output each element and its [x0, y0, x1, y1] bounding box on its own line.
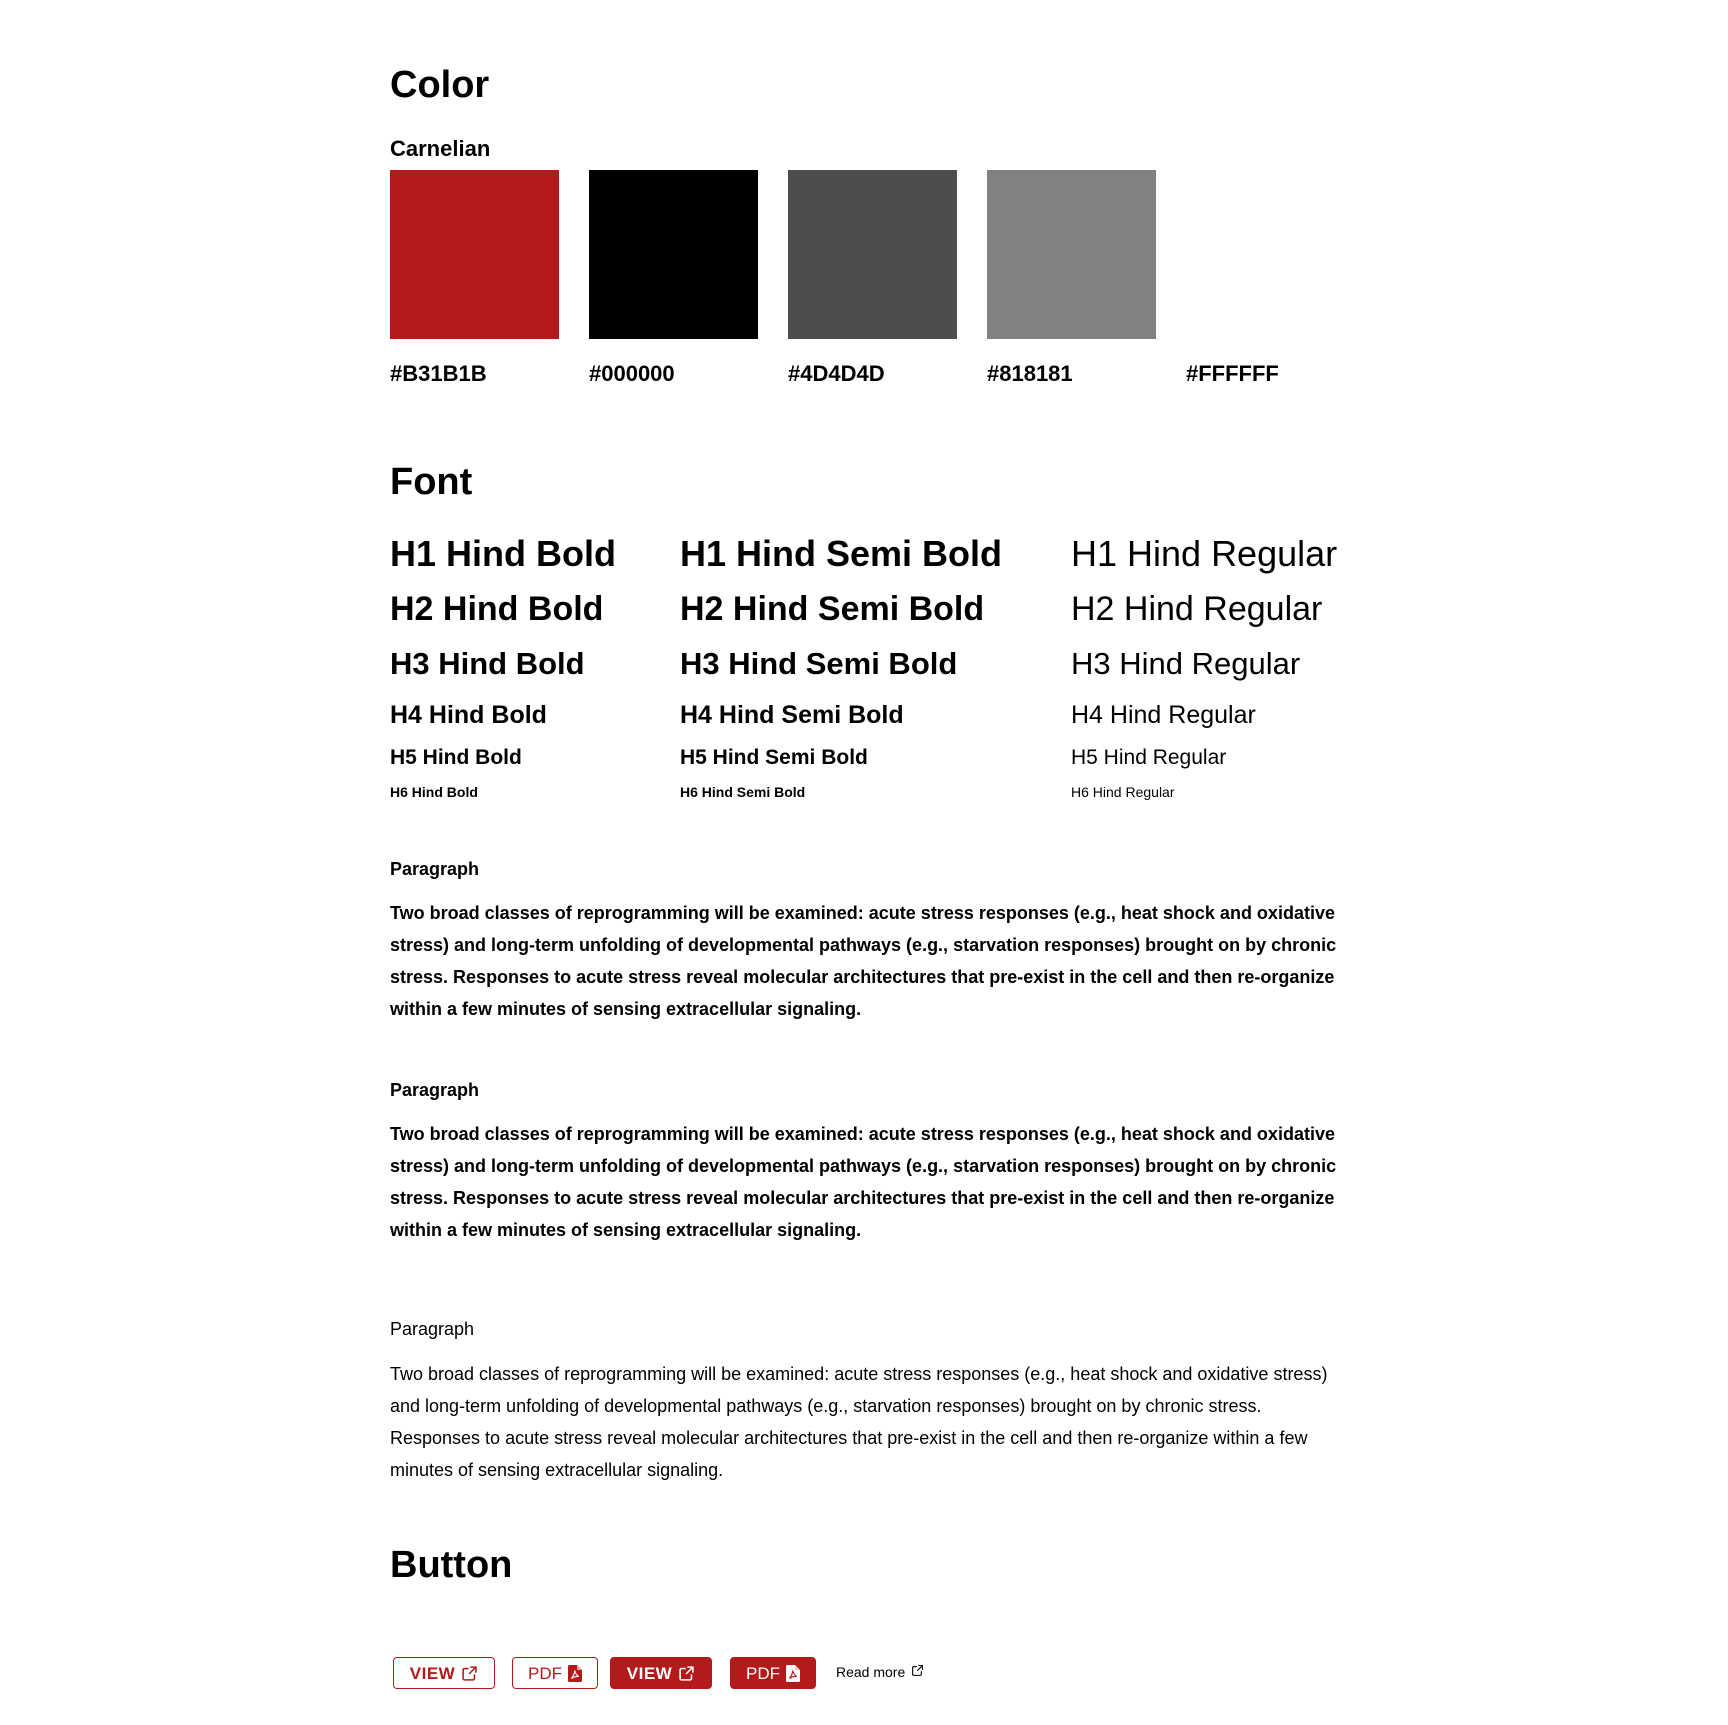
- view-button-outline[interactable]: [393, 1657, 495, 1689]
- color-section-title: Color: [390, 64, 490, 106]
- sample-h2-regular: H2 Hind Regular: [1071, 590, 1323, 628]
- hex-label-white: #FFFFFF: [1186, 361, 1279, 386]
- external-link-icon: [461, 1665, 478, 1682]
- view-button-solid[interactable]: [610, 1657, 712, 1689]
- external-link-icon: [678, 1665, 695, 1682]
- sample-h1-semibold: H1 Hind Semi Bold: [680, 533, 1003, 574]
- font-column-bold: [390, 0, 730, 820]
- paragraph-semibold: Two broad classes of reprogramming will be examined: acute stress responses (e.g., heat shock and oxidative stress) and long-term unfolding of developmental pathways (e.g., starvation responses) brought on by chronic stress. Responses to acute stress reveal molecular architectures that pre-exist in the cell and then re-organize within a few minutes of sensing extracellular signaling.: [390, 1124, 1337, 1240]
- sample-h5-semibold: H5 Hind Semi Bold: [680, 746, 868, 769]
- sample-h6-regular: H6 Hind Regular: [1071, 784, 1175, 800]
- external-link-icon: [911, 1664, 924, 1680]
- hex-label-dark-gray: #4D4D4D: [788, 361, 885, 386]
- sample-h5-bold: H5 Hind Bold: [390, 746, 522, 769]
- paragraph-label-bold: Paragraph: [390, 859, 480, 879]
- paragraph-regular: Two broad classes of reprogramming will be examined: acute stress responses (e.g., heat shock and oxidative stress) and long-term unfolding of developmental pathways (e.g., starvation responses) brought on by chronic stress. Responses to acute stress reveal molecular architectures that pre-exist in the cell and then re-organize within a few minutes of sensing extracellular signaling.: [390, 1364, 1328, 1480]
- pdf-file-icon: [568, 1665, 582, 1682]
- sample-h1-bold: H1 Hind Bold: [390, 533, 616, 574]
- font-column-regular: [1071, 0, 1371, 820]
- pdf-button-outline[interactable]: [512, 1657, 598, 1689]
- sample-h1-regular: H1 Hind Regular: [1071, 533, 1338, 574]
- hex-label-black: #000000: [589, 361, 675, 386]
- font-section-title: Font: [390, 461, 473, 503]
- pdf-button-solid-label: PDF: [746, 1663, 780, 1683]
- sample-h5-regular: H5 Hind Regular: [1071, 746, 1227, 769]
- pdf-file-icon: [786, 1665, 800, 1682]
- palette-name: Carnelian: [390, 136, 491, 161]
- sample-h6-semibold: H6 Hind Semi Bold: [680, 784, 806, 800]
- sample-h2-semibold: H2 Hind Semi Bold: [680, 590, 985, 628]
- sample-h6-bold: H6 Hind Bold: [390, 784, 478, 800]
- view-button-solid-label: VIEW: [626, 1663, 673, 1683]
- button-section-title: Button: [390, 1544, 513, 1586]
- pdf-button-solid[interactable]: [730, 1657, 816, 1689]
- font-column-semibold: [680, 0, 1040, 820]
- paragraph-label-regular: Paragraph: [390, 1319, 475, 1339]
- hex-label-carnelian: #B31B1B: [390, 361, 487, 386]
- sample-h2-bold: H2 Hind Bold: [390, 590, 604, 628]
- view-button-outline-label: VIEW: [409, 1663, 456, 1683]
- sample-h3-semibold: H3 Hind Semi Bold: [680, 646, 958, 681]
- sample-h3-bold: H3 Hind Bold: [390, 646, 585, 681]
- pdf-button-outline-label: PDF: [528, 1663, 562, 1683]
- paragraph-bold: Two broad classes of reprogramming will be examined: acute stress responses (e.g., heat shock and oxidative stress) and long-term unfolding of developmental pathways (e.g., starvation responses) brought on by chronic stress. Responses to acute stress reveal molecular architectures that pre-exist in the cell and then re-organize within a few minutes of sensing extracellular signaling.: [390, 903, 1337, 1019]
- paragraph-label-semibold: Paragraph: [390, 1080, 480, 1100]
- sample-h3-regular: H3 Hind Regular: [1071, 646, 1301, 681]
- read-more-label: Read more: [836, 1664, 906, 1680]
- sample-h4-bold: H4 Hind Bold: [390, 701, 547, 729]
- sample-h4-regular: H4 Hind Regular: [1071, 701, 1256, 729]
- sample-h4-semibold: H4 Hind Semi Bold: [680, 701, 904, 729]
- read-more-link[interactable]: [836, 1664, 924, 1680]
- hex-label-gray: #818181: [987, 361, 1073, 386]
